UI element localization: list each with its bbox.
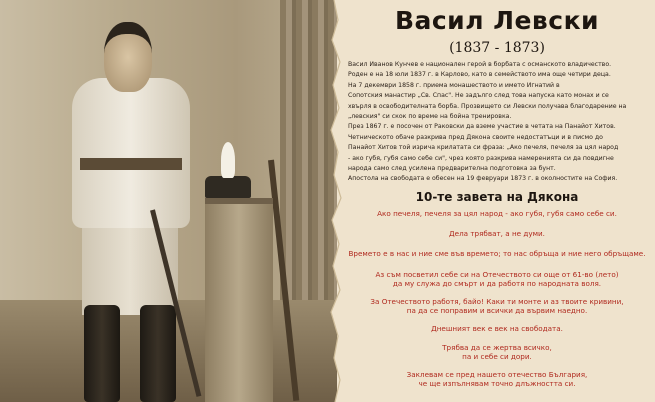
bio-line: „левския" си скок по време на бойна тренировка. <box>348 113 512 121</box>
covenants-list <box>344 209 650 388</box>
covenant-line: Аз съм посветил себе си на Отечеството си още от 61-во (лето) <box>375 269 619 279</box>
bio-line: Васил Иванов Кунчев е национален герой в борбата с османското владичество. <box>348 61 612 68</box>
pedestal <box>205 198 273 402</box>
covenant-line: да му служа до смърт и да работя по народната воля. <box>392 278 602 288</box>
bio-line: народа само след усилена предварителна подготовка за бунт. <box>348 165 556 173</box>
page-title: Васил Левски <box>394 6 600 35</box>
covenant-line: За Отечеството работя, байо! Каки ти монте и аз твоите кривини, <box>370 297 624 307</box>
covenant-line: че ще изпълнявам точно длъжността си. <box>418 379 576 389</box>
covenant-line: Днешният век е век на свободата. <box>431 324 563 334</box>
covenant-line: Дела трябват, а не думи. <box>449 229 545 239</box>
bio-line: Сопотския манастир „Св. Спас". Не задълго след това напуска като монах и се <box>348 92 609 100</box>
covenant-line: па да се поправим и всички да вървим наедно. <box>406 306 588 316</box>
right-boot <box>140 305 176 402</box>
bio-line: - ако губя, губя само себе си", чрез която разкрива намеренията си да повдигне <box>348 154 614 162</box>
covenant-line: Трябва да се жертва всичко, <box>442 342 552 352</box>
covenant-line: Времето е в нас и ние сме във времето; то нас обръща и ние него обръщаме. <box>348 249 646 259</box>
covenant-line: Ако печеля, печеля за цял народ - ако губя, губя само себе си. <box>377 209 617 218</box>
bio-line: Роден е на 18 юли 1837 г. в Карлово, като в семейството има още четири деца. <box>348 71 611 79</box>
hat-feather <box>221 142 235 178</box>
fur-hat <box>205 176 251 198</box>
figure-head <box>104 22 152 92</box>
figure-uniform <box>72 78 190 228</box>
covenant-line: Заклевам се пред нашето отечество България, <box>406 370 588 380</box>
bio-line: хвърля в освободителната борба. Прозвището си Левски получава благодарение на <box>348 102 627 110</box>
text-panel <box>344 0 650 402</box>
covenants-heading: 10-те завета на Дякона <box>415 190 579 204</box>
bio-line: Апостола на свободата е обесен на 19 февруари 1873 г. в околностите на София. <box>348 175 618 183</box>
bio-line: През 1867 г. е посочен от Раковски да вземе участие в четата на Панайот Хитов. <box>348 123 616 131</box>
bio-line: Панайот Хитов той изрича крилатата си фраза: „Ако печеля, печеля за цял народ <box>348 144 619 152</box>
biography <box>348 60 648 185</box>
left-boot <box>84 305 120 402</box>
covenant-line: па и себе си дори. <box>462 351 532 361</box>
lifespan-years: (1837 - 1873) <box>449 40 545 56</box>
bio-line: На 7 декември 1858 г. приема монашеството и името Игнатий в <box>348 81 560 89</box>
bio-line: Четническото обаче разкрива пред Дякона своите недостатъци и в писмо до <box>348 133 603 141</box>
figure-legs <box>82 225 178 315</box>
figure-belt <box>80 158 182 170</box>
